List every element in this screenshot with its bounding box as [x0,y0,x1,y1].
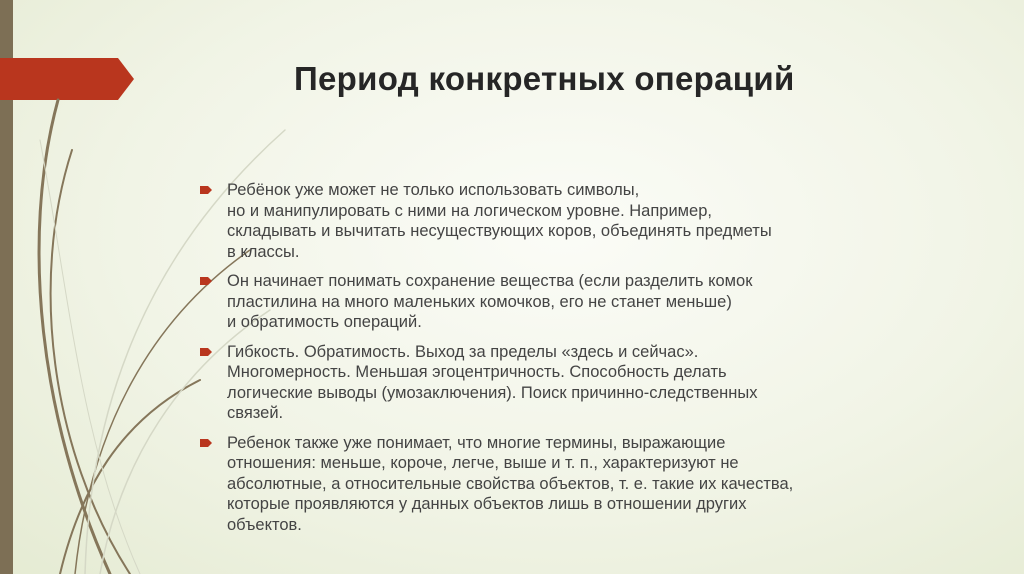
list-item-text: Ребенок также уже понимает, что многие термины, выражающие отношения: меньше, короче, легче, выше и т. п., характеризуют не абсолютные, а относительные свойства объектов, т. е. такие их качества, которые проявляются у данных объектов лишь в отношении других объектов. [227,433,794,534]
arrow-bullet-icon [200,346,214,358]
list-item [200,271,960,333]
arrow-bullet-icon [200,275,214,287]
list-item [200,180,960,262]
title-accent-arrow [0,58,134,100]
arrow-bullet-icon [200,437,214,449]
list-item [200,433,960,536]
list-item-text: Ребёнок уже может не только использовать символы, но и манипулировать с ними на логическом уровне. Например, складывать и вычитать несуществующих коров, объединять предметы в классы. [227,181,772,261]
list-item-text: Гибкость. Обратимость. Выход за пределы «здесь и сейчас». Многомерность. Меньшая эгоцентричность. Способность делать логические выводы (умозаключения). Поиск причинно-следственных связей. [227,342,758,422]
list-item [200,342,960,424]
bullet-list [200,180,960,544]
arrow-bullet-icon [200,184,214,196]
slide-title: Период конкретных операций [294,60,795,97]
list-item-text: Он начинает понимать сохранение вещества (если разделить комок пластилина на много маленьких комочков, его не станет меньше) и обратимость операций. [227,272,753,331]
